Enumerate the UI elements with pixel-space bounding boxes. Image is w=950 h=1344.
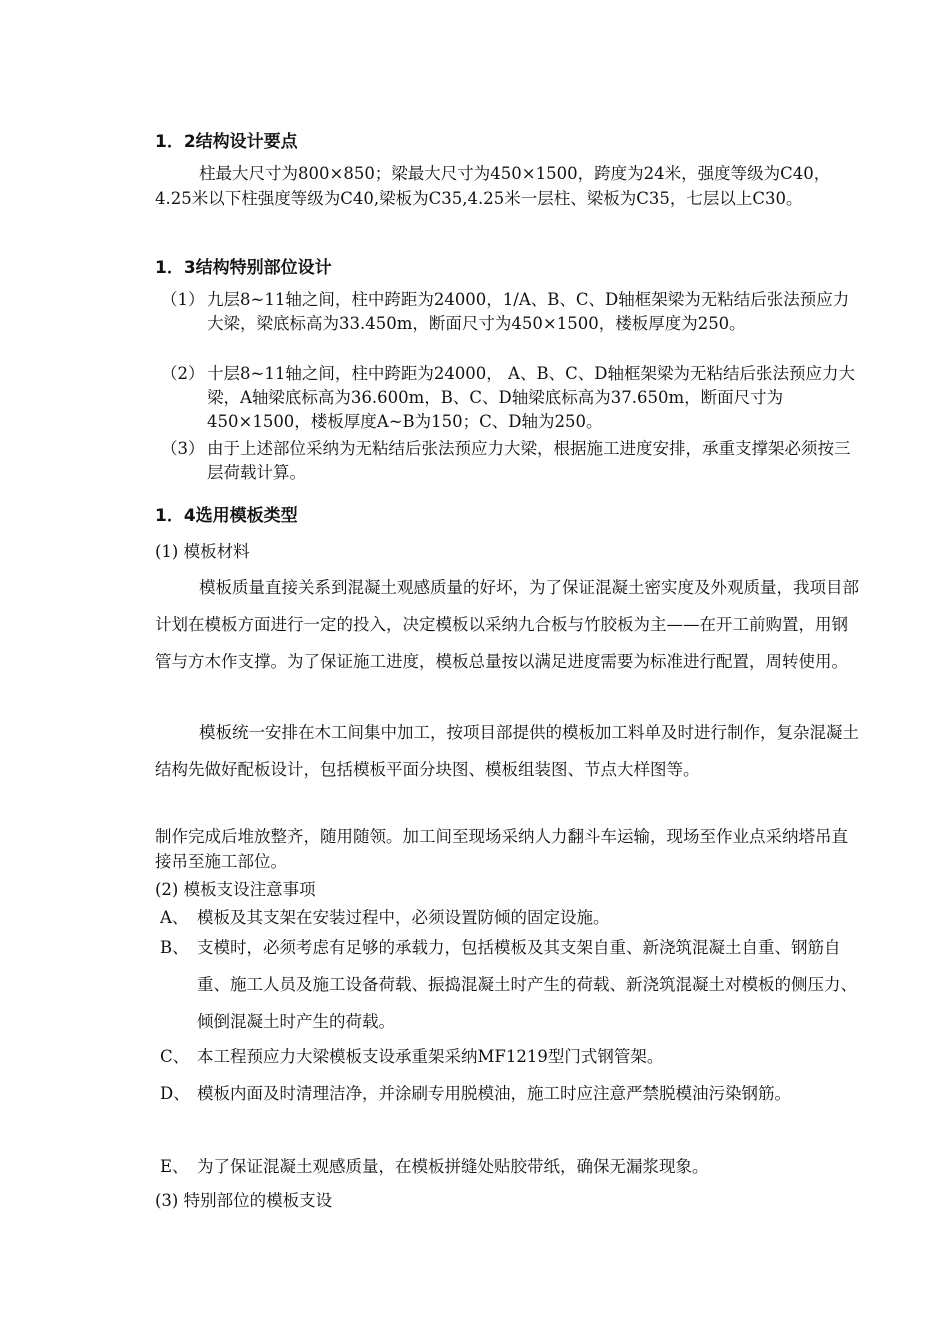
item-text: 为了保证混凝土观感质量，在模板拼缝处贴胶带纸，确保无漏浆现象。 (197, 1157, 709, 1176)
item-number: （2） (161, 364, 205, 383)
processing-paragraph: 模板统一安排在木工间集中加工，按项目部提供的模板加工料单及时进行制作，复杂混凝土结构先做好配板设计，包括模板平面分块图、模板组装图、节点大样图等。 (155, 723, 859, 779)
item-text: 模板及其支架在安装过程中，必须设置防倾的固定设施。 (197, 908, 610, 927)
item-text: 十层8~11轴之间，柱中跨距为24000， A、B、C、D轴框架梁为无粘结后张法预应力大梁，A轴梁底标高为36.600m，B、C、D轴梁底标高为37.650m，断面尺寸为450×1500，楼板厚度A~B为150；C、D轴为250。 (207, 364, 855, 431)
section-heading-1-2: 1．2结构设计要点 (155, 132, 298, 152)
design-points-paragraph: 柱最大尺寸为800×850；梁最大尺寸为450×1500，跨度为24米，强度等级为C40，4.25米以下柱强度等级为C40,梁板为C35,4.25米一层柱、梁板为C35，七层以上C30。 (155, 164, 831, 208)
section-heading-1-4: 1．4选用模板类型 (155, 506, 298, 526)
item-text: 本工程预应力大梁模板支设承重架采纳MF1219型门式钢管架。 (197, 1047, 664, 1066)
item-number: （1） (161, 290, 205, 309)
item-text: 九层8~11轴之间，柱中跨距为24000，1/A、B、C、D轴框架梁为无粘结后张法预应力大梁，梁底标高为33.450m，断面尺寸为450×1500，楼板厚度为250。 (207, 290, 850, 333)
subheading-special-parts: (3) 特别部位的模板支设 (155, 1191, 333, 1210)
item-marker: D、 (160, 1084, 190, 1103)
item-marker: B、 (160, 938, 189, 957)
item-number: （3） (161, 439, 205, 458)
storage-paragraph: 制作完成后堆放整齐，随用随领。加工间至现场采纳人力翻斗车运输，现场至作业点采纳塔吊直接吊至施工部位。 (155, 827, 848, 871)
item-text: 模板内面及时清理洁净，并涂刷专用脱模油，施工时应注意严禁脱模油污染钢筋。 (197, 1084, 791, 1103)
item-text: 由于上述部位采纳为无粘结后张法预应力大梁，根据施工进度安排，承重支撑架必须按三层荷载计算。 (207, 439, 851, 482)
subheading-template-material: (1) 模板材料 (155, 542, 250, 561)
item-marker: C、 (160, 1047, 190, 1066)
item-text: 支模时，必须考虑有足够的承载力，包括模板及其支架自重、新浇筑混凝土自重、钢筋自重、施工人员及施工设备荷载、振捣混凝土时产生的荷载、新浇筑混凝土对模板的侧压力、倾倒混凝土时产生的荷载。 (197, 938, 857, 1031)
section-heading-1-3: 1．3结构特别部位设计 (155, 258, 332, 278)
item-marker: E、 (160, 1157, 189, 1176)
item-marker: A、 (160, 908, 189, 927)
subheading-precautions: (2) 模板支设注意事项 (155, 880, 316, 899)
material-paragraph: 模板质量直接关系到混凝土观感质量的好坏，为了保证混凝土密实度及外观质量，我项目部计划在模板方面进行一定的投入，决定模板以采纳九合板与竹胶板为主——在开工前购置，用钢管与方木作支撑。为了保证施工进度，模板总量按以满足进度需要为标准进行配置，周转使用。 (155, 578, 859, 671)
